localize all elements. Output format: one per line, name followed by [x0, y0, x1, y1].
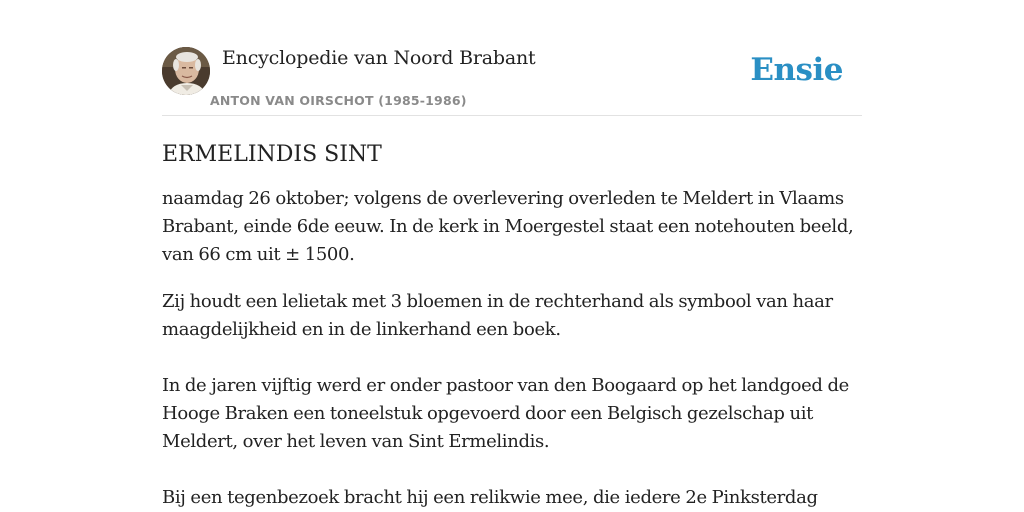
source-header [162, 46, 862, 116]
paragraph: Bij een tegenbezoek bracht hij een relikwie mee, die iedere 2e Pinksterdag [162, 487, 818, 508]
header-divider [162, 115, 862, 116]
entry-title: ERMELINDIS SINT [162, 142, 382, 167]
author-avatar[interactable] [162, 47, 210, 95]
source-title[interactable]: Encyclopedie van Noord Brabant [222, 47, 536, 69]
ensie-logo[interactable]: Ensie [750, 52, 843, 88]
author-name[interactable]: ANTON VAN OIRSCHOT (1985-1986) [210, 93, 467, 108]
paragraph: In de jaren vijftig werd er onder pastoor van den Boogaard op het landgoed de Hooge Braken een toneelstuk opgevoerd door een Belgisch gezelschap uit Meldert, over het leven van Sint Ermelindis. [162, 375, 849, 452]
author-portrait-icon [162, 47, 210, 95]
article-body [162, 138, 862, 512]
paragraph: Zij houdt een lelietak met 3 bloemen in de rechterhand als symbool van haar maagdelijkheid en in de linkerhand een boek. [162, 291, 833, 340]
paragraph: naamdag 26 oktober; volgens de overlevering overleden te Meldert in Vlaams Brabant, einde 6de eeuw. In de kerk in Moergestel staat een notehouten beeld, van 66 cm uit ± 1500. [162, 188, 854, 265]
